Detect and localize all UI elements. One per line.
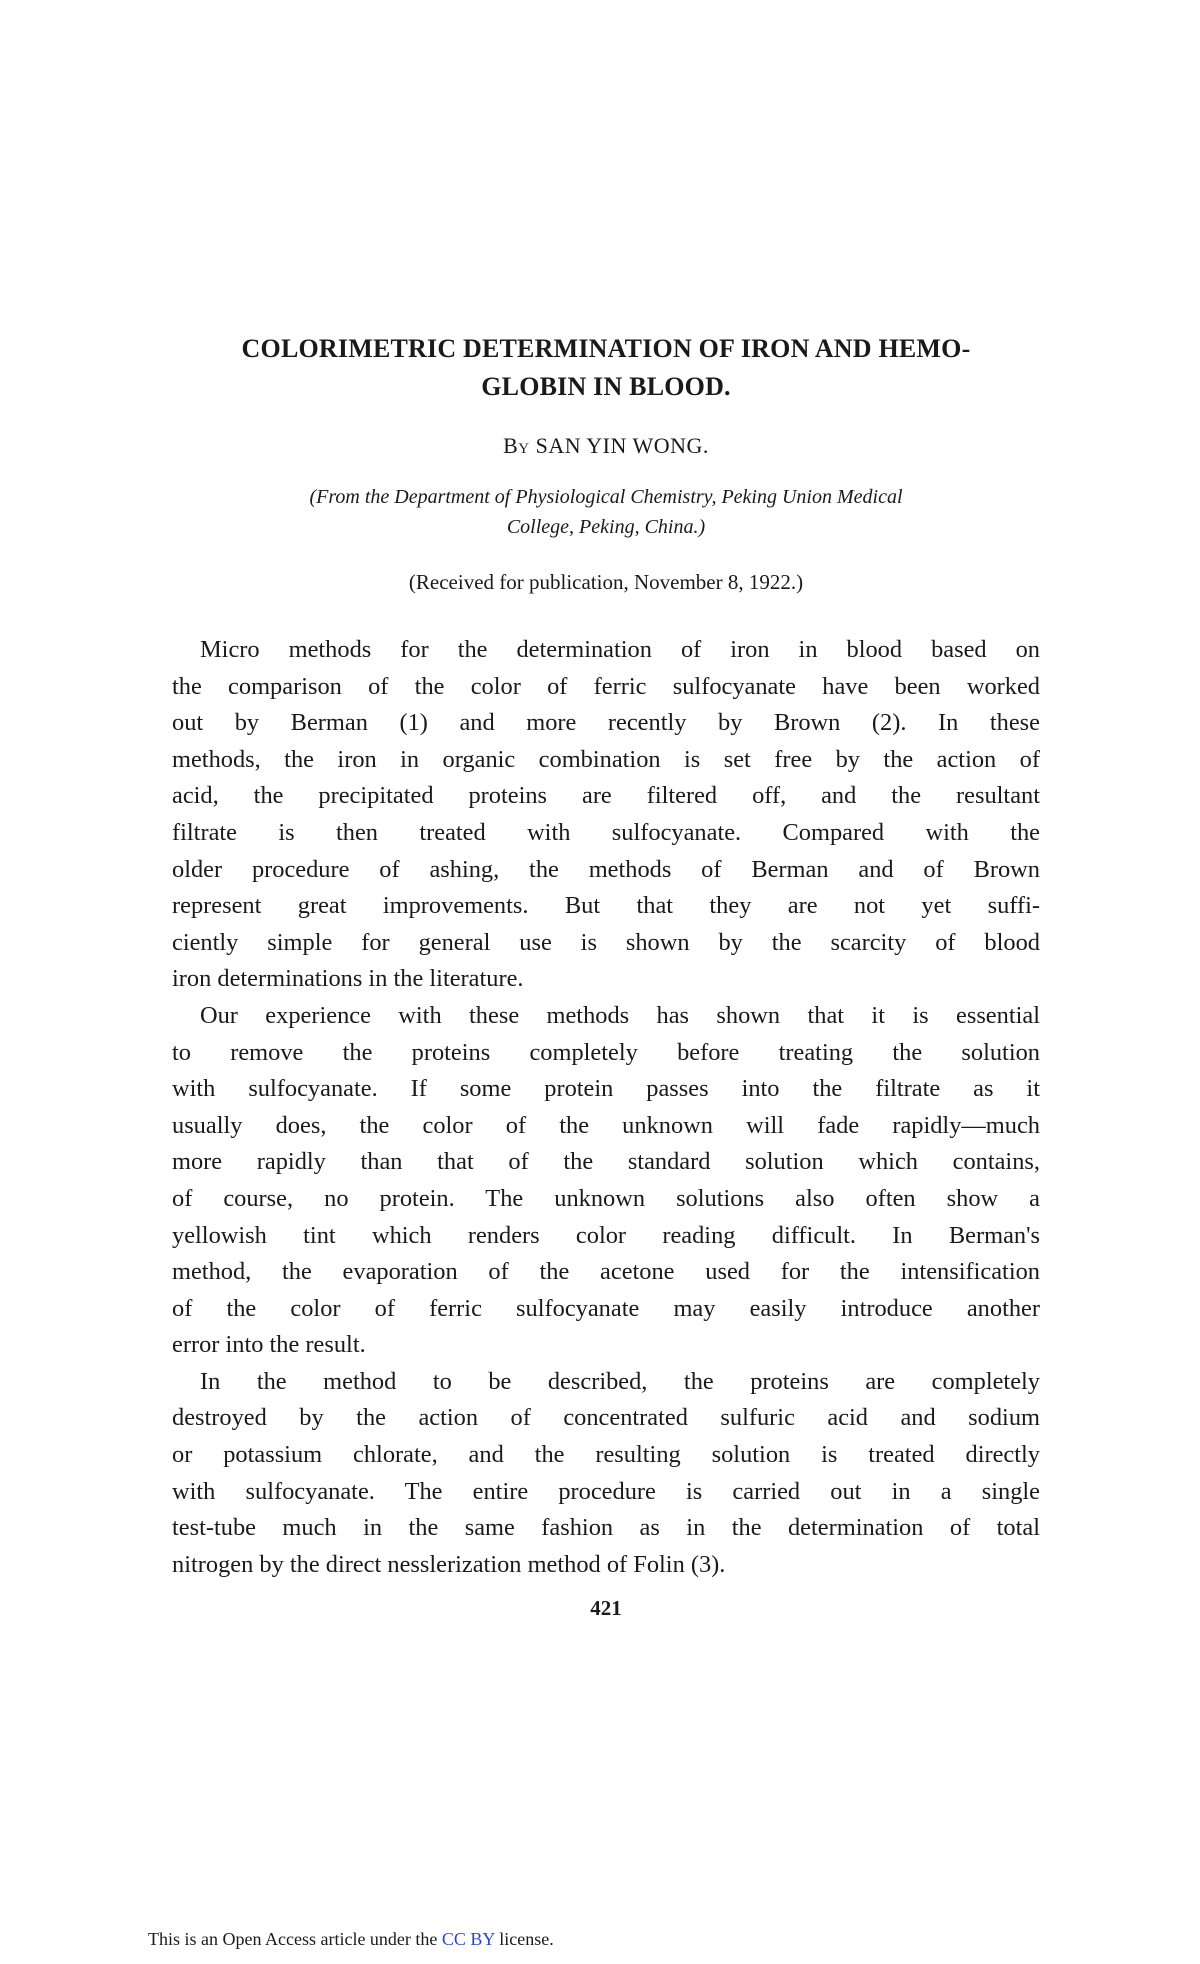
license-link[interactable]: CC BY	[441, 1929, 495, 1949]
text-line: with sulfocyanate. If some protein passes into the filtrate as it	[172, 1075, 1040, 1103]
title-line: GLOBIN IN BLOOD.	[481, 372, 731, 401]
text-line: of the color of ferric sulfocyanate may easily introduce another	[172, 1294, 1040, 1322]
text-line: the comparison of the color of ferric sulfocyanate have been worked	[172, 672, 1040, 700]
byline-prefix: By	[503, 433, 530, 458]
text-line: test-tube much in the same fashion as in the determination of total	[172, 1514, 1040, 1542]
text-line: out by Berman (1) and more recently by Brown (2). In these	[172, 709, 1040, 737]
text-line: yellowish tint which renders color reading difficult. In Berman's	[172, 1221, 1040, 1249]
text-line: iron determinations in the literature.	[172, 965, 524, 993]
text-line: method, the evaporation of the acetone used for the intensification	[172, 1258, 1040, 1286]
text-line: filtrate is then treated with sulfocyanate. Compared with the	[172, 818, 1040, 846]
text-line: destroyed by the action of concentrated sulfuric acid and sodium	[172, 1404, 1040, 1432]
text-line: Micro methods for the determination of iron in blood based on	[200, 636, 1040, 663]
text-line: of course, no protein. The unknown solutions also often show a	[172, 1184, 1040, 1212]
title-line: COLORIMETRIC DETERMINATION OF IRON AND HEMO-	[241, 334, 971, 363]
license-prefix: This is an Open Access article under the	[148, 1929, 438, 1949]
page-number: 421	[590, 1596, 622, 1620]
text-line: nitrogen by the direct nesslerization method of Folin (3).	[172, 1550, 726, 1578]
text-line: acid, the precipitated proteins are filtered off, and the resultant	[172, 782, 1040, 810]
affiliation	[172, 482, 1040, 542]
text-line: usually does, the color of the unknown will fade rapidly—much	[172, 1111, 1040, 1139]
paragraph	[172, 632, 1040, 998]
article-title	[172, 330, 1040, 406]
text-line: to remove the proteins completely before treating the solution	[172, 1038, 1040, 1066]
license-suffix: license.	[499, 1929, 554, 1949]
text-line: In the method to be described, the proteins are completely	[200, 1367, 1040, 1395]
text-line: error into the result.	[172, 1331, 366, 1359]
text-line: older procedure of ashing, the methods of Berman and of Brown	[172, 855, 1040, 883]
author-name: SAN YIN WONG.	[535, 433, 709, 458]
text-line: Our experience with these methods has shown that it is essential	[200, 1001, 1040, 1029]
text-line: more rapidly than that of the standard solution which contains,	[172, 1148, 1040, 1176]
text-line: methods, the iron in organic combination is set free by the action of	[172, 745, 1040, 773]
affiliation-line: College, Peking, China.)	[506, 516, 706, 538]
paragraph	[172, 1364, 1040, 1584]
text-line: or potassium chlorate, and the resulting solution is treated directly	[172, 1441, 1040, 1469]
affiliation-line: (From the Department of Physiological Chemistry, Peking Union Medical	[309, 486, 903, 508]
byline	[172, 432, 1040, 460]
text-line: ciently simple for general use is shown by the scarcity of blood	[172, 928, 1040, 956]
article-body	[172, 632, 1040, 1583]
received-date: (Received for publication, November 8, 1922.)	[408, 570, 804, 594]
text-line: represent great improvements. But that they are not yet suffi-	[172, 892, 1040, 920]
paragraph	[172, 998, 1040, 1364]
license-notice	[148, 1928, 554, 1950]
text-line: with sulfocyanate. The entire procedure is carried out in a single	[172, 1477, 1040, 1505]
